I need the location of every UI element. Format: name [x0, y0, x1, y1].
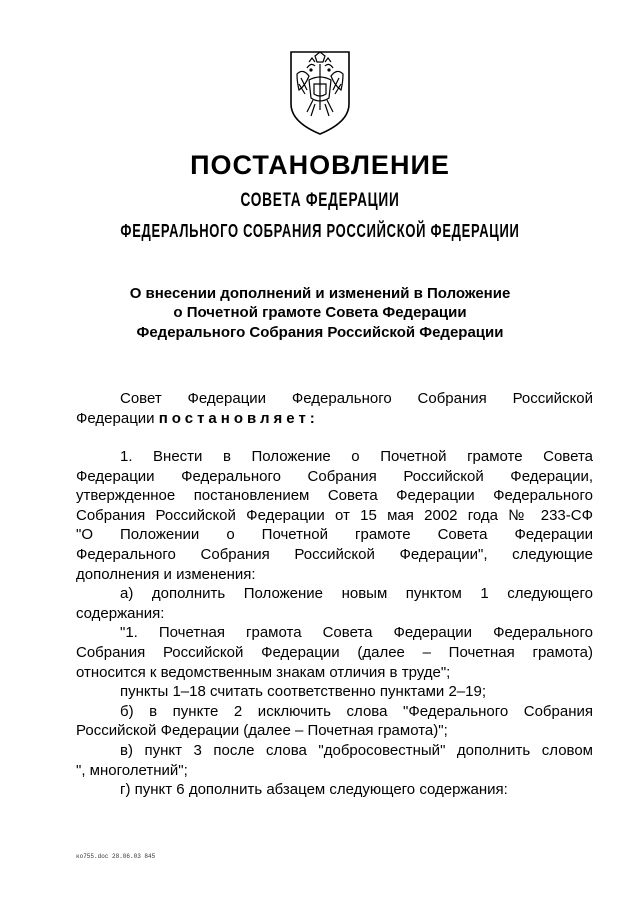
preamble-text: Федерации — [76, 409, 159, 427]
quote-line: "1. Почетная грамота Совета Федерации Федерального — [120, 624, 593, 642]
file-reference-footer: ко755.doc 28.06.03 845 — [76, 853, 156, 860]
heading-line: Федерального Собрания Российской Федерации — [136, 323, 504, 341]
item-1-line: утвержденное постановлением Совета Федерации Федерального — [76, 487, 593, 505]
heading-line: О внесении дополнений и изменений в Положение — [129, 285, 511, 302]
issuer-assembly: ФЕДЕРАЛЬНОГО СОБРАНИЯ РОССИЙСКОЙ ФЕДЕРАЦИИ — [120, 221, 520, 241]
sub-item-b-line: Российской Федерации (далее – Почетная грамота)"; — [76, 722, 448, 740]
quote-line: Собрания Российской Федерации (далее – Почетная грамота) — [76, 643, 593, 661]
coat-of-arms-emblem — [285, 46, 355, 138]
item-1-line: Федерации Федерального Собрания Российской Федерации, — [76, 467, 593, 485]
item-1-line: дополнения и изменения: — [76, 565, 256, 583]
sub-item-g-line: г) пункт 6 дополнить абзацем следующего содержания: — [120, 781, 508, 799]
sub-item-a-line: содержания: — [76, 604, 165, 622]
preamble-line — [76, 409, 593, 429]
item-1-line: "О Положении о Почетной грамоте Совета Федерации — [76, 526, 593, 544]
preamble-decree-word: постановляет: — [158, 409, 319, 427]
issuer-council: СОВЕТА ФЕДЕРАЦИИ — [240, 190, 400, 211]
renumber-line: пункты 1–18 считать соответственно пунктами 2–19; — [120, 683, 486, 701]
sub-item-b-line: б) в пункте 2 исключить слова "Федерального Собрания — [120, 702, 593, 720]
document-title: ПОСТАНОВЛЕНИЕ — [190, 150, 450, 180]
heading-line: о Почетной грамоте Совета Федерации — [173, 304, 467, 322]
preamble — [76, 389, 593, 428]
item-1-line: Собрания Российской Федерации от 15 мая 2002 года № 233-СФ — [76, 506, 593, 524]
preamble-line: Совет Федерации Федерального Собрания Российской — [120, 390, 593, 407]
sub-item-a-line: а) дополнить Положение новым пунктом 1 следующего — [120, 585, 593, 603]
document-heading — [90, 284, 550, 342]
quote-line: относится к ведомственным знакам отличия в труде"; — [76, 663, 451, 681]
item-1-line: Федерального Собрания Российской Федерации", следующие — [76, 545, 593, 563]
item-1-line: 1. Внести в Положение о Почетной грамоте Совета — [120, 448, 593, 465]
item-1 — [76, 447, 593, 800]
sub-item-v-line: в) пункт 3 после слова "добросовестный" дополнить словом — [120, 741, 593, 759]
sub-item-v-line: ", многолетний"; — [76, 761, 188, 779]
